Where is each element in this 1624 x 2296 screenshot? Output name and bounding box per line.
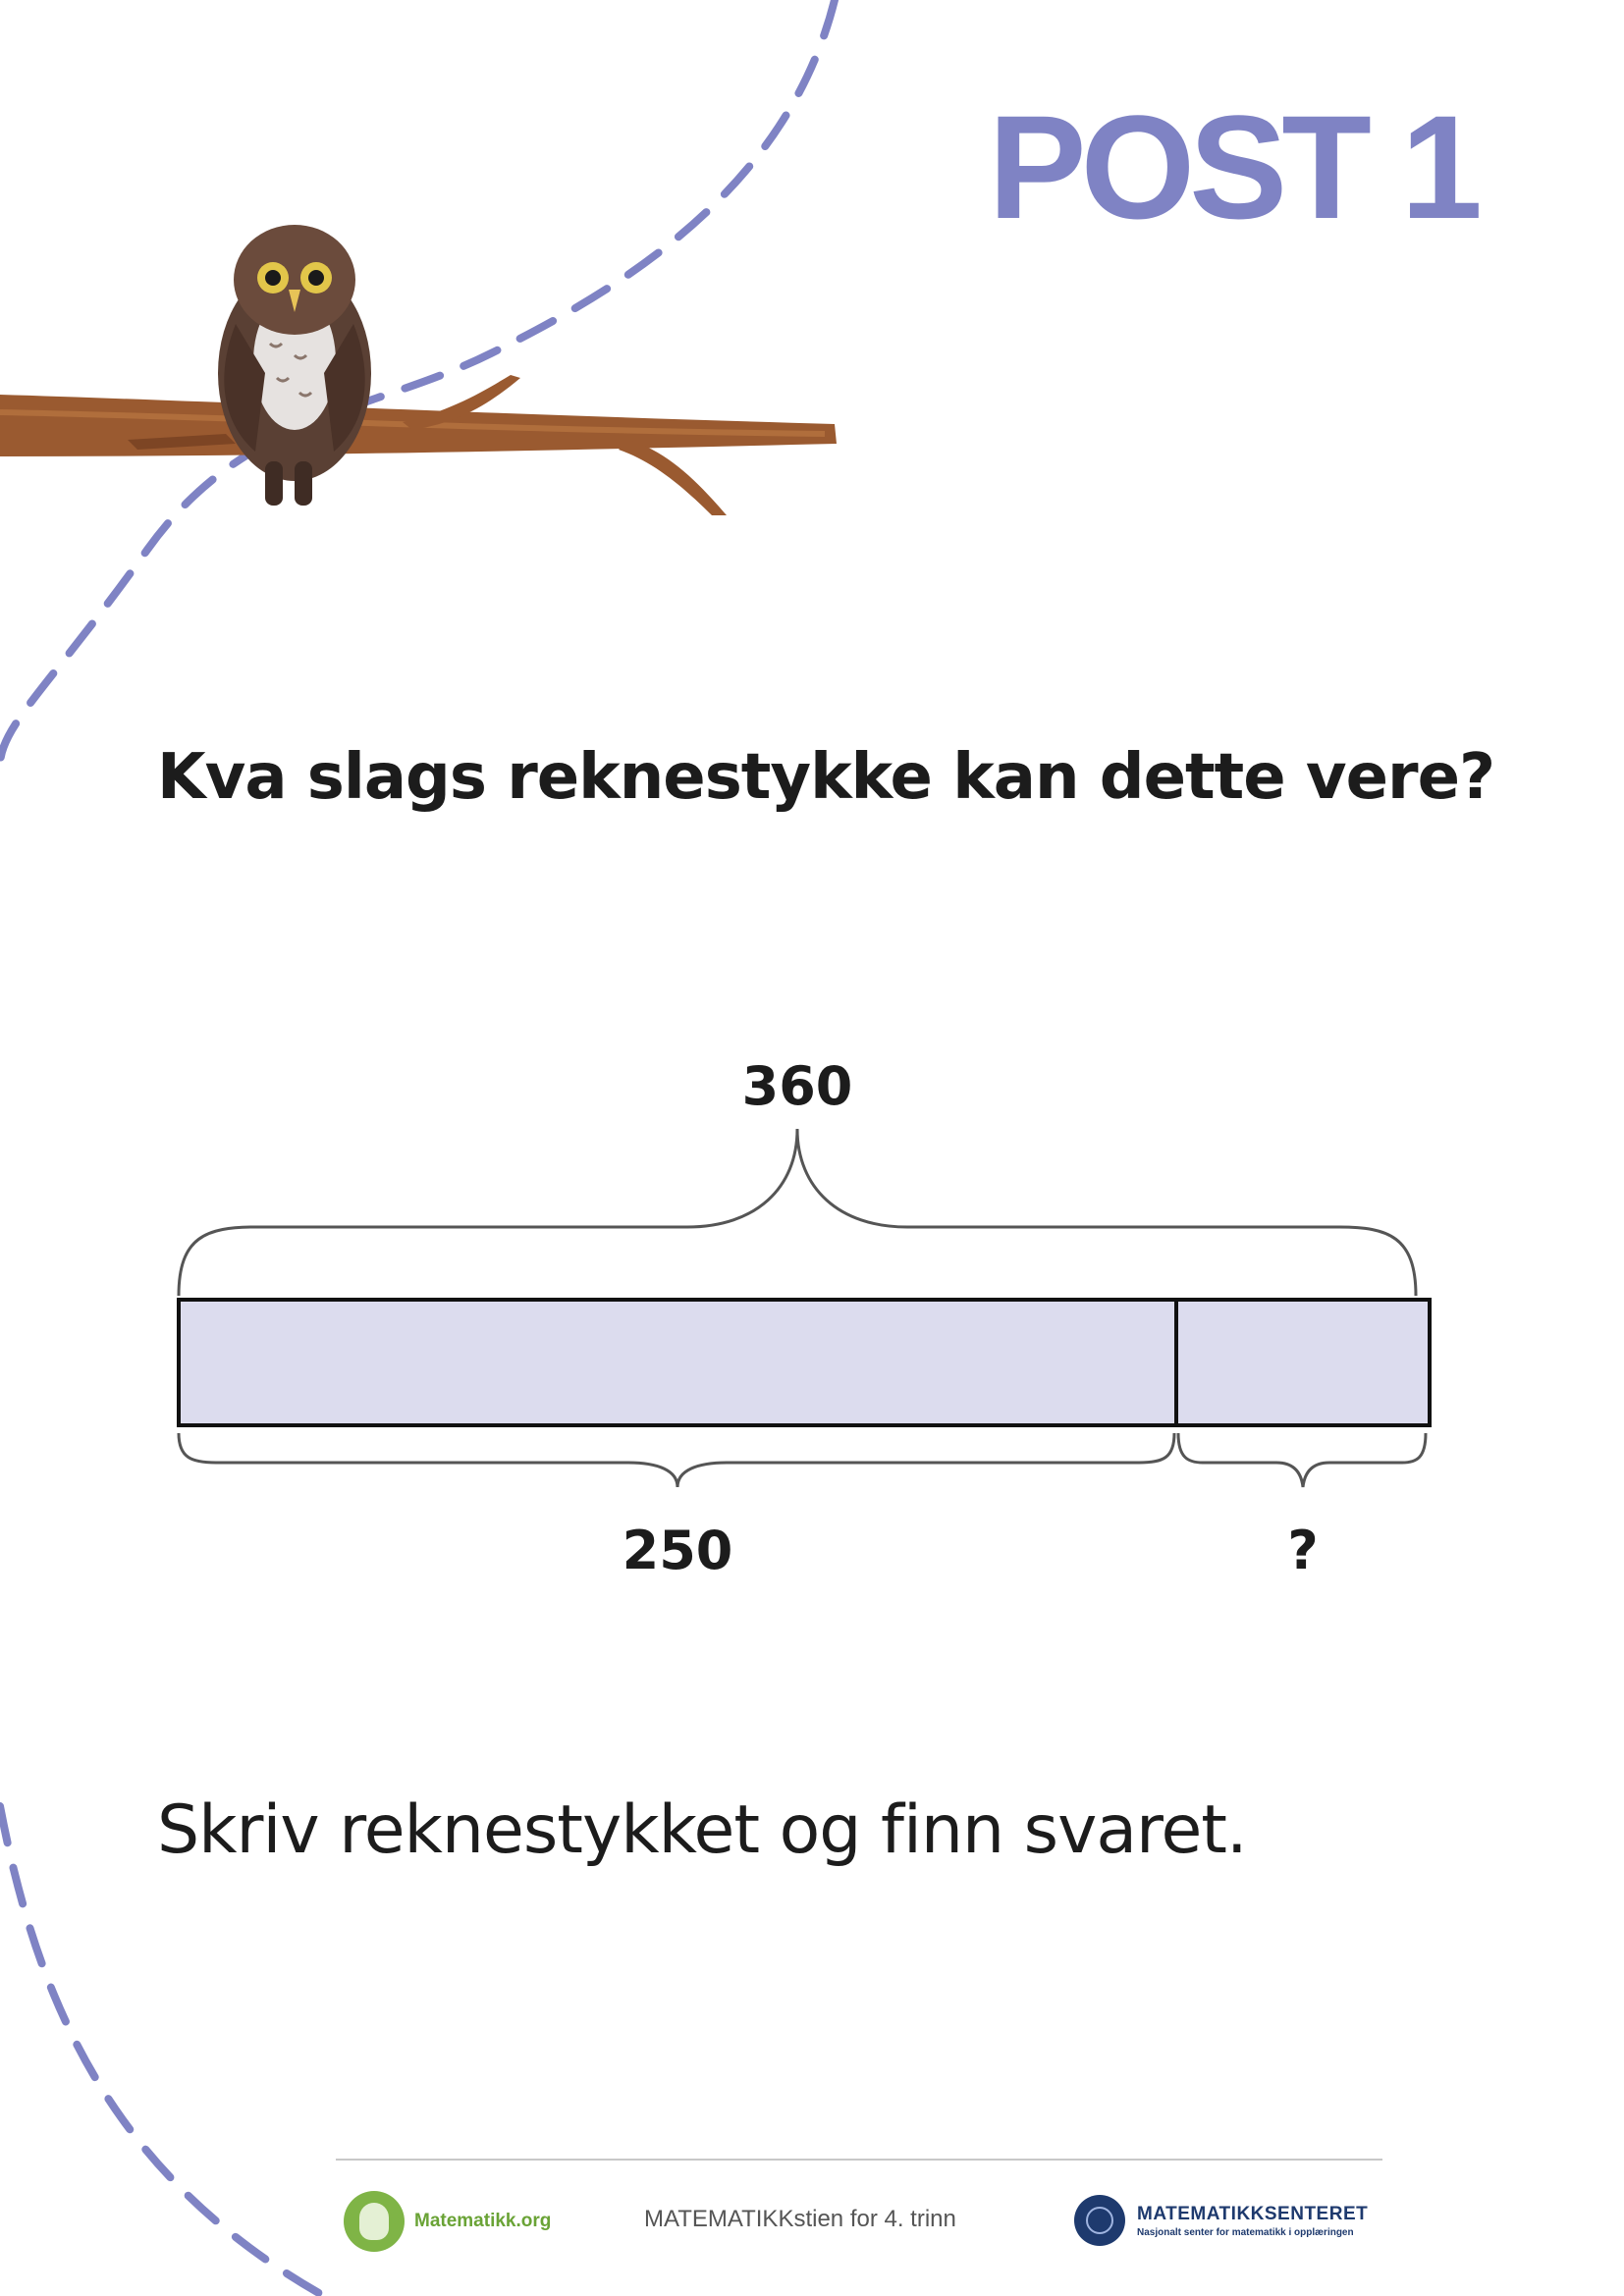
dashed-trail-path-lower: [0, 1806, 324, 2296]
top-brace: [179, 1129, 1416, 1296]
total-label: 360: [741, 1055, 853, 1117]
bottom-brace-part-1: [179, 1433, 1174, 1487]
bar-part-1: [179, 1300, 1176, 1425]
matematikk-org-text: Matematikk.org: [414, 2211, 552, 2231]
matematikk-org-logo: [344, 2191, 551, 2252]
bottom-brace-part-2: [1178, 1433, 1426, 1487]
footer-center-text: MATEMATIKKstien for 4. trinn: [644, 2206, 956, 2232]
branch-illustration: [0, 375, 837, 515]
matematikksenteret-logo: [1074, 2195, 1368, 2246]
footer-divider: [336, 2159, 1382, 2161]
owl-logo-icon: [344, 2191, 405, 2252]
part-1-label: 250: [622, 1520, 733, 1581]
dashed-trail-path: [0, 0, 835, 766]
bar-part-2: [1176, 1300, 1430, 1425]
bar-model: [179, 1055, 1430, 1581]
instruction-text: Skriv reknestykket og finn svaret.: [157, 1791, 1247, 1869]
part-2-label: ?: [1287, 1520, 1319, 1581]
matematikksenteret-icon: [1074, 2195, 1125, 2246]
question-text: Kva slags reknestykke kan dette vere?: [157, 741, 1495, 814]
post-title: POST 1: [988, 84, 1477, 249]
matematikksenteret-name: MATEMATIKKSENTERET: [1137, 2203, 1369, 2224]
matematikksenteret-subtitle: Nasjonalt senter for matematikk i opplæringen: [1137, 2226, 1354, 2238]
